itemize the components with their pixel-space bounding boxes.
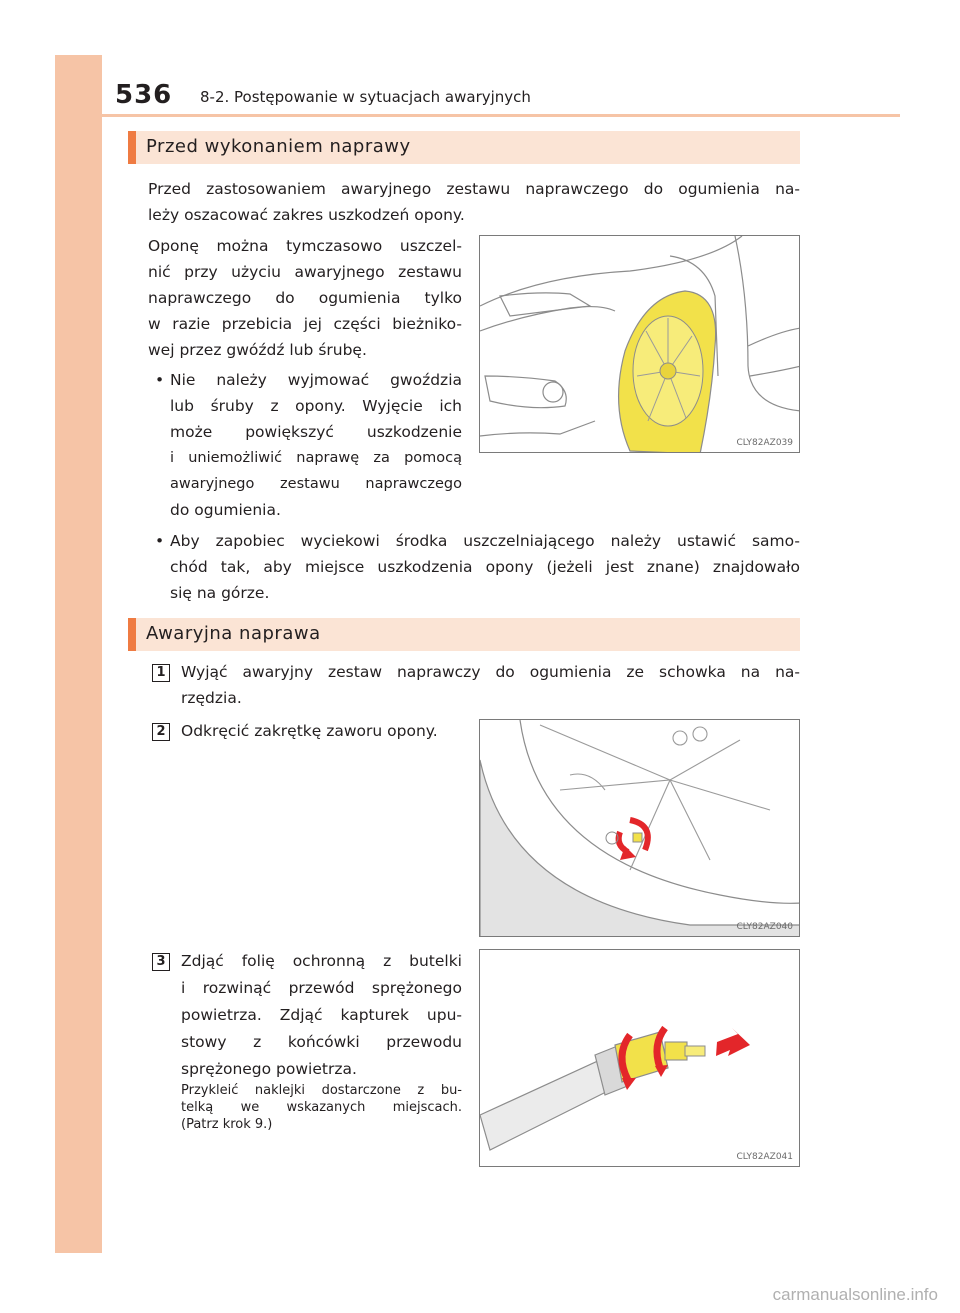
intro-paragraph — [148, 176, 800, 228]
bullet-line: Nie należy wyjmować gwoździa — [170, 371, 462, 389]
note-line: telką we wskazanych miejscach. — [181, 1100, 462, 1115]
bullet-line: się na górze. — [170, 584, 270, 602]
repair-scope-paragraph — [148, 233, 462, 363]
flat-tire-figure — [479, 235, 800, 453]
valve-cap-figure — [479, 719, 800, 937]
page-number: 536 — [115, 80, 173, 110]
step-number: 2 — [152, 723, 170, 741]
header-rule — [102, 114, 900, 117]
bullet-line: do ogumienia. — [170, 501, 281, 519]
bullet-line: lub śruby z opony. Wyjęcie ich — [170, 397, 462, 415]
section-heading-before-repair — [128, 131, 800, 164]
bullet-dot: • — [155, 371, 165, 389]
bullet-item — [155, 367, 462, 523]
para-line: w razie przebicia jej części bieżniko- — [148, 315, 462, 333]
section-title: Przed wykonaniem naprawy — [146, 136, 411, 157]
step-line: rzędzia. — [181, 689, 242, 707]
para-line: nić przy użyciu awaryjnego zestawu — [148, 263, 462, 281]
step-3-note — [181, 1082, 462, 1133]
bullet-line: awaryjnego zestawu naprawczego — [170, 476, 462, 492]
chapter-title: 8-2. Postępowanie w sytuacjach awaryjnych — [200, 88, 531, 106]
step-1-text — [181, 659, 800, 711]
step-line: Zdjąć folię ochronną z butelki — [181, 952, 462, 970]
step-line: sprężonego powietrza. — [181, 1060, 357, 1078]
section-heading-emergency-repair — [128, 618, 800, 651]
valve-cap-illustration — [480, 720, 800, 937]
bullet-line: i uniemożliwić naprawę za pomocą — [170, 450, 462, 466]
bullet-line: chód tak, aby miejsce uszkodzenia opony (jeżeli jest znane) znajdowało — [170, 558, 800, 576]
step-line: Odkręcić zakrętkę zaworu opony. — [181, 722, 438, 740]
para-line: wej przez gwóźdź lub śrubę. — [148, 341, 367, 359]
step-line: powietrza. Zdjąć kapturek upu- — [181, 1006, 462, 1024]
para-line: naprawczego do ogumienia tylko — [148, 289, 462, 307]
step-line: i rozwinąć przewód sprężonego — [181, 979, 462, 997]
bullet-item — [155, 528, 800, 606]
step-line: Wyjąć awaryjny zestaw naprawczy do ogumienia ze schowka na na- — [181, 663, 800, 681]
flat-tire-wheel — [619, 291, 716, 453]
hose-cap-figure — [479, 949, 800, 1167]
hose-cap-illustration — [480, 950, 800, 1167]
figure-code: CLY82AZ039 — [736, 438, 793, 448]
figure-code: CLY82AZ041 — [736, 1152, 793, 1162]
bullet-line: może powiększyć uszkodzenie — [170, 423, 462, 441]
section-title: Awaryjna naprawa — [146, 623, 321, 644]
bullet-dot: • — [155, 532, 165, 550]
step-2-text — [181, 718, 466, 744]
figure-code: CLY82AZ040 — [736, 922, 793, 932]
note-line: Przykleić naklejki dostarczone z bu- — [181, 1083, 462, 1098]
pull-arrow — [716, 1028, 750, 1056]
intro-line: Przed zastosowaniem awaryjnego zestawu naprawczego do ogumienia na- — [148, 180, 800, 198]
chapter-sidebar-tab — [55, 55, 102, 1253]
flat-tire-illustration — [480, 236, 800, 453]
watermark: carmanualsonline.info — [772, 1285, 938, 1304]
para-line: Oponę można tymczasowo uszczel- — [148, 237, 462, 255]
step-3-text — [181, 948, 462, 1083]
intro-line: leży oszacować zakres uszkodzeń opony. — [148, 206, 465, 224]
step-line: stowy z końcówki przewodu — [181, 1033, 462, 1051]
note-line: (Patrz krok 9.) — [181, 1117, 273, 1132]
step-number: 3 — [152, 953, 170, 971]
step-number: 1 — [152, 664, 170, 682]
bullet-line: Aby zapobiec wyciekowi środka uszczelniającego należy ustawić samo- — [170, 532, 800, 550]
